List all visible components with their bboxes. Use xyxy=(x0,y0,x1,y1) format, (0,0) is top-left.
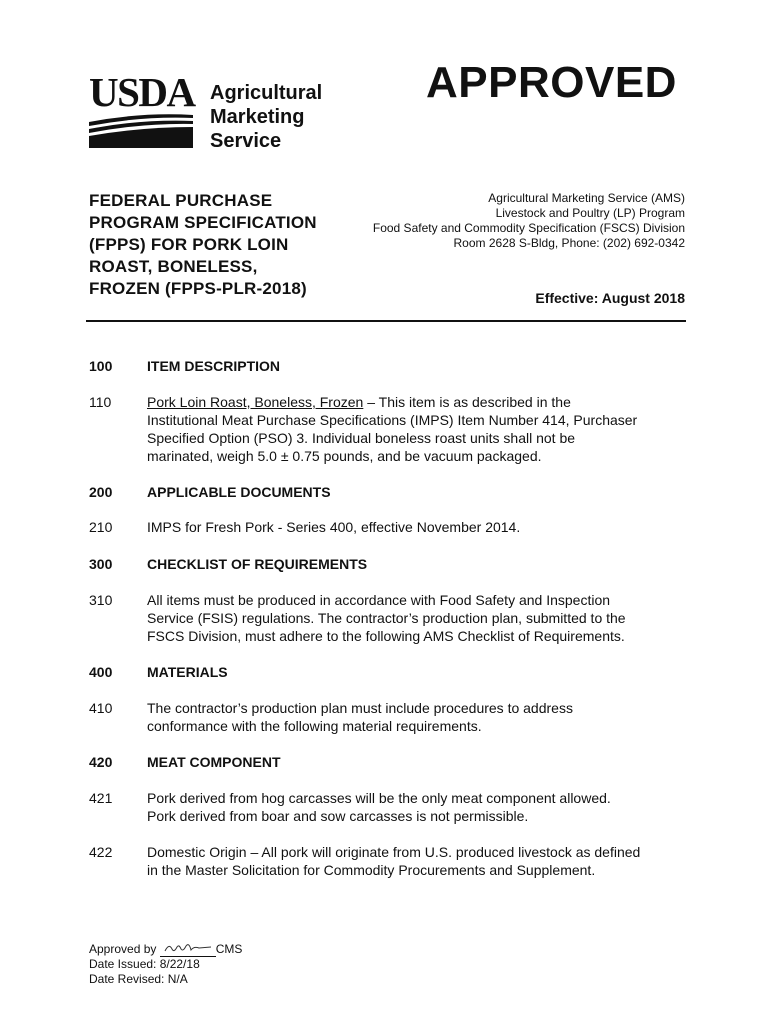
body-line: Service (FSIS) regulations. The contractor’s production plan, submitted to the xyxy=(147,610,626,626)
section-number: 422 xyxy=(89,844,113,860)
section-body xyxy=(147,591,689,645)
section-410 xyxy=(89,699,689,735)
contact-line: Food Safety and Commodity Specification (FSCS) Division xyxy=(372,221,685,235)
date-issued: Date Issued: 8/22/18 xyxy=(89,957,200,971)
date-revised: Date Revised: N/A xyxy=(89,972,188,986)
approved-by-line xyxy=(89,942,242,957)
section-body xyxy=(147,699,689,735)
section-body xyxy=(147,789,689,825)
section-number: 200 xyxy=(89,484,113,500)
spec-title-line: ROAST, BONELESS, xyxy=(89,257,258,276)
contact-line: Livestock and Poultry (LP) Program xyxy=(495,206,685,220)
section-421 xyxy=(89,789,689,825)
section-310 xyxy=(89,591,689,645)
approved-stamp: APPROVED xyxy=(426,58,677,107)
spec-title-line: PROGRAM SPECIFICATION xyxy=(89,213,317,232)
body-line: Domestic Origin – All pork will originate from U.S. produced livestock as defined xyxy=(147,844,641,860)
section-heading: MEAT COMPONENT xyxy=(147,754,281,770)
section-300 xyxy=(89,555,689,573)
body-line: All items must be produced in accordance with Food Safety and Inspection xyxy=(147,592,611,608)
section-heading: CHECKLIST OF REQUIREMENTS xyxy=(147,556,368,572)
section-heading: MATERIALS xyxy=(147,664,228,680)
section-110 xyxy=(89,393,689,465)
section-number: 310 xyxy=(89,592,113,608)
section-number: 410 xyxy=(89,700,113,716)
signature xyxy=(160,943,216,957)
header-divider xyxy=(86,320,686,322)
section-number: 110 xyxy=(89,394,112,410)
section-number: 300 xyxy=(89,556,113,572)
body-line: Specified Option (PSO) 3. Individual boneless roast units shall not be xyxy=(147,430,576,446)
body-line: Institutional Meat Purchase Specifications (IMPS) Item Number 414, Purchaser xyxy=(147,412,638,428)
section-number: 210 xyxy=(89,519,113,535)
spec-title-line: FROZEN (FPPS-PLR-2018) xyxy=(89,279,307,298)
usda-field-mark-icon xyxy=(89,112,193,148)
footer-block xyxy=(89,942,242,987)
section-body xyxy=(147,393,689,465)
body-line: The contractor’s production plan must include procedures to address xyxy=(147,700,573,716)
body-line: – This item is as described in the xyxy=(363,394,571,410)
section-400 xyxy=(89,663,689,681)
body-line: Pork derived from hog carcasses will be the only meat component allowed. xyxy=(147,790,611,806)
signature-scribble-icon xyxy=(163,941,213,955)
agency-line: Service xyxy=(210,130,282,152)
body-line: FSCS Division, must adhere to the following AMS Checklist of Requirements. xyxy=(147,628,625,644)
section-200 xyxy=(89,483,689,501)
section-body xyxy=(147,843,689,879)
section-number: 100 xyxy=(89,358,113,374)
section-number: 420 xyxy=(89,754,113,770)
agency-line: Marketing xyxy=(210,106,305,128)
section-number: 400 xyxy=(89,664,113,680)
effective-date: Effective: August 2018 xyxy=(535,290,685,306)
section-heading: ITEM DESCRIPTION xyxy=(147,358,281,374)
approver-initials: CMS xyxy=(215,942,243,956)
section-100 xyxy=(89,357,689,375)
section-420 xyxy=(89,753,689,771)
section-heading: APPLICABLE DOCUMENTS xyxy=(147,484,331,500)
contact-block xyxy=(373,191,685,251)
contact-line: Agricultural Marketing Service (AMS) xyxy=(488,191,685,205)
body-line: in the Master Solicitation for Commodity Procurements and Supplement. xyxy=(147,862,596,878)
body-line: conformance with the following material requirements. xyxy=(147,718,482,734)
usda-wordmark: USDA xyxy=(89,69,195,115)
body-line: Pork derived from boar and sow carcasses is not permissible. xyxy=(147,808,529,824)
section-number: 421 xyxy=(89,790,113,806)
body-line: marinated, weigh 5.0 ± 0.75 pounds, and be vacuum packaged. xyxy=(147,448,542,464)
spec-title xyxy=(89,190,354,300)
contact-line: Room 2628 S-Bldg, Phone: (202) 692-0342 xyxy=(453,236,685,250)
section-422 xyxy=(89,843,689,879)
agency-name xyxy=(210,81,322,153)
agency-line: Agricultural xyxy=(210,82,323,104)
spec-title-line: FEDERAL PURCHASE xyxy=(89,191,273,210)
spec-title-line: (FPPS) FOR PORK LOIN xyxy=(89,235,289,254)
section-210 xyxy=(89,518,689,536)
usda-logo xyxy=(89,69,329,152)
body-line: IMPS for Fresh Pork - Series 400, effective November 2014. xyxy=(147,519,521,535)
approved-by-label: Approved by xyxy=(89,942,157,956)
item-name: Pork Loin Roast, Boneless, Frozen xyxy=(147,394,364,410)
